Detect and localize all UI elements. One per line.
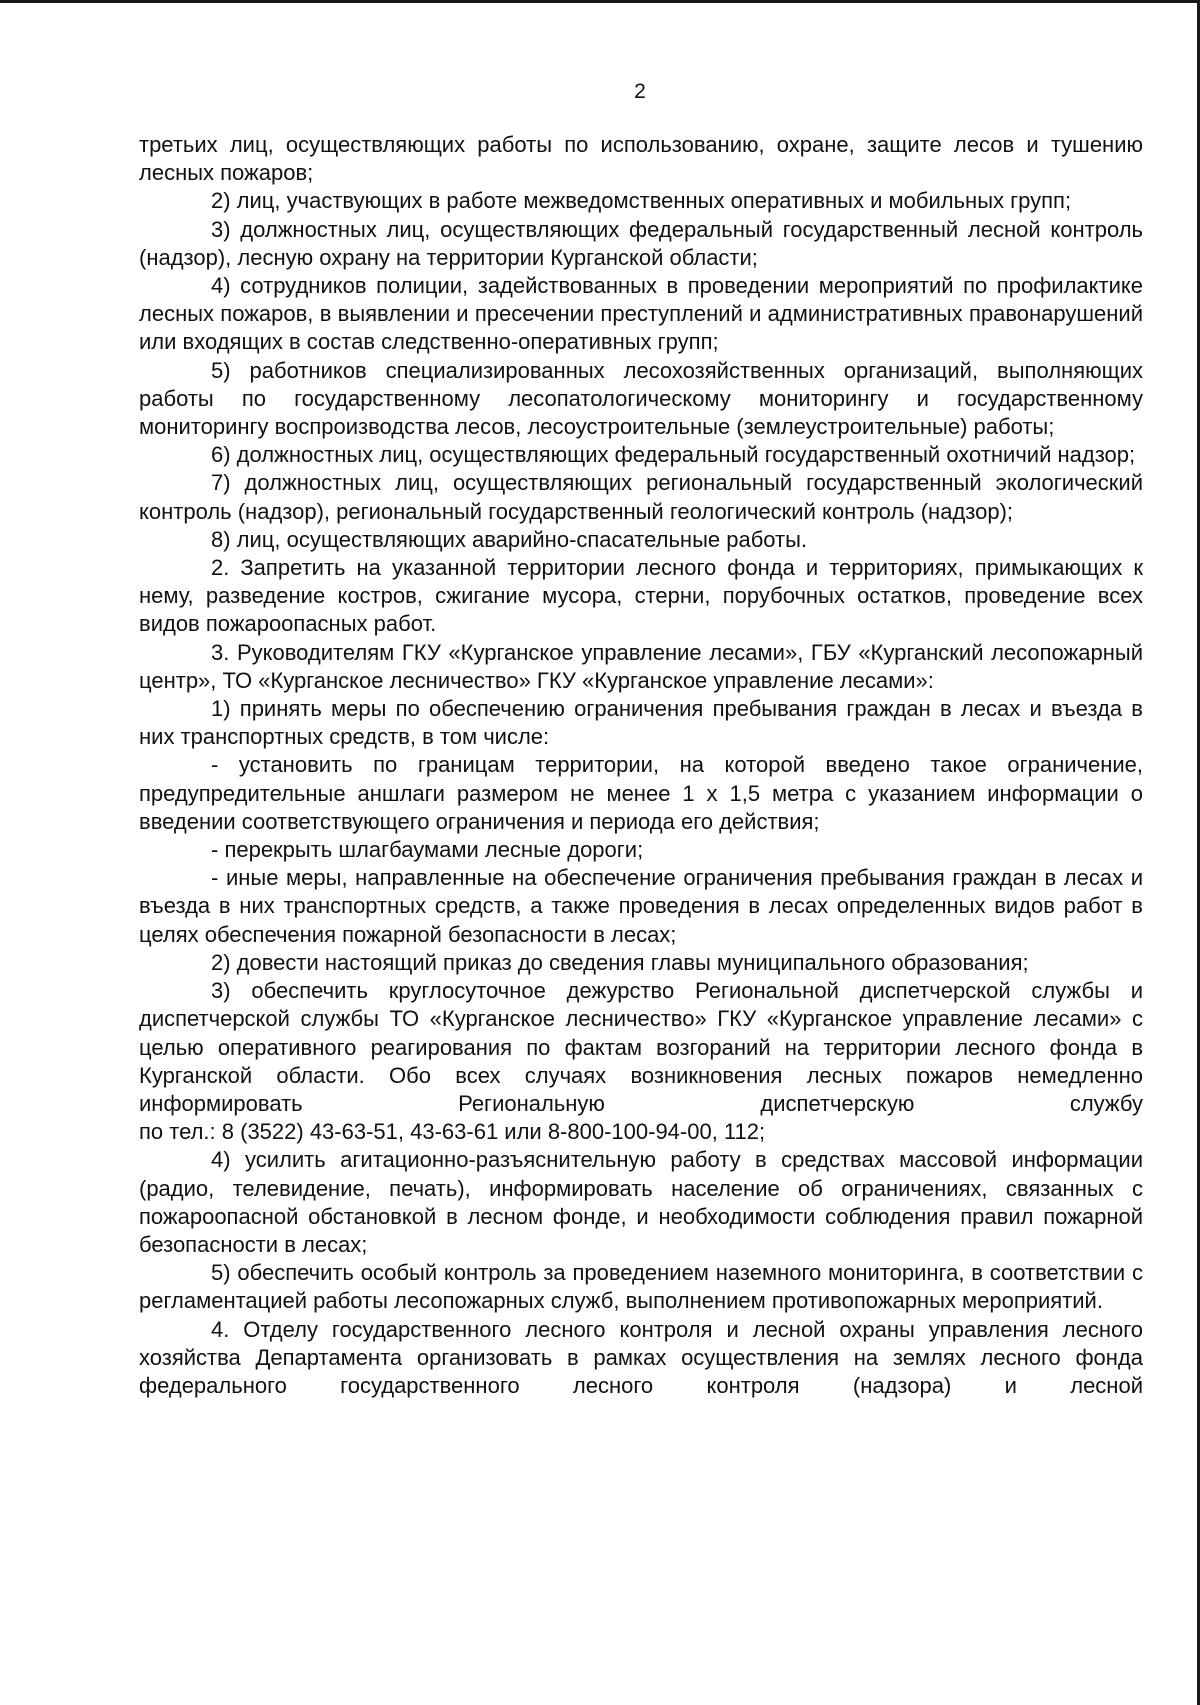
bullet-item: - иные меры, направленные на обеспечение ограничения пребывания граждан в лесах и въезда в них транспортных средств, а также проведения в лесах определенных видов работ в целях обеспечения пожарной безопасности в лесах;	[139, 865, 1143, 947]
clause-3: 3. Руководителям ГКУ «Курганское управление лесами», ГБУ «Курганский лесопожарный центр», ТО «Курганское лесничество» ГКУ «Курганское управление лесами»:	[139, 639, 1143, 693]
bullet-item: - установить по границам территории, на которой введено такое ограничение, предупредительные аншлаги размером не менее 1 х 1,5 метра с указанием информации о введении соответствующего ограничения и периода его действия;	[139, 752, 1143, 834]
list-item: 4) усилить агитационно-разъяснительную работу в средствах массовой информации (радио, телевидение, печать), информировать население об ограничениях, связанных с пожароопасной обстановкой в лесном фонде, и необходимости соблюдения правил пожарной безопасности в лесах;	[139, 1147, 1143, 1257]
list-item: 5) работников специализированных лесохозяйственных организаций, выполняющих работы по государственному лесопатологическому мониторингу и государственному мониторингу воспроизводства лесов, лесоустроительные (землеустроительные) работы;	[139, 357, 1143, 440]
list-item: 8) лиц, осуществляющих аварийно-спасательные работы.	[211, 526, 808, 552]
list-item: 7) должностных лиц, осуществляющих региональный государственный экологический контроль (надзор), региональный государственный геологический контроль (надзор);	[139, 470, 1143, 524]
document-body	[139, 131, 1143, 1400]
list-item: 4) сотрудников полиции, задействованных в проведении мероприятий по профилактике лесных пожаров, в выявлении и пресечении преступлений и административных правонарушений или входящих в состав следственно-оперативных групп;	[139, 273, 1143, 355]
list-item: 3) должностных лиц, осуществляющих федеральный государственный лесной контроль (надзор), лесную охрану на территории Курганской области;	[139, 216, 1143, 270]
list-item: 1) принять меры по обеспечению ограничения пребывания граждан в лесах и въезда в них транспортных средств, в том числе:	[139, 696, 1143, 750]
list-item: 6) должностных лиц, осуществляющих федеральный государственный охотничий надзор;	[211, 442, 1136, 468]
phone-numbers: по тел.: 8 (3522) 43-63-51, 43-63-61 или 8-800-100-94-00, 112;	[139, 1119, 766, 1145]
clause-4: 4. Отделу государственного лесного контроля и лесной охраны управления лесного хозяйства Департамента организовать в рамках осуществления на землях лесного фонда федерального государственного лесного контроля (надзора) и лесной	[139, 1316, 1143, 1398]
list-item: 2) лиц, участвующих в работе межведомственных оперативных и мобильных групп;	[211, 188, 1072, 214]
bullet-item: - перекрыть шлагбаумами лесные дороги;	[211, 837, 644, 863]
list-item: 3) обеспечить круглосуточное дежурство Региональной диспетчерской службы и диспетчерской службы ТО «Курганское лесничество» ГКУ «Курганское управление лесами» с целью оперативного реагирования по фактам возгораний на территории лесного фонда в Курганской области. Обо всех случаях возникновения лесных пожаров немедленно информировать Региональную диспетчерскую службу	[139, 978, 1143, 1116]
page-number: 2	[634, 80, 646, 103]
list-item: 2) довести настоящий приказ до сведения главы муниципального образования;	[211, 949, 1029, 975]
clause-2: 2. Запретить на указанной территории лесного фонда и территориях, примыкающих к нему, разведение костров, сжигание мусора, стерни, порубочных остатков, проведение всех видов пожароопасных работ.	[139, 555, 1143, 637]
scan-border-top	[0, 0, 1200, 3]
paragraph: третьих лиц, осуществляющих работы по использованию, охране, защите лесов и тушению лесных пожаров;	[139, 132, 1143, 186]
list-item: 5) обеспечить особый контроль за проведением наземного мониторинга, в соответствии с регламентацией работы лесопожарных служб, выполнением противопожарных мероприятий.	[139, 1260, 1143, 1314]
